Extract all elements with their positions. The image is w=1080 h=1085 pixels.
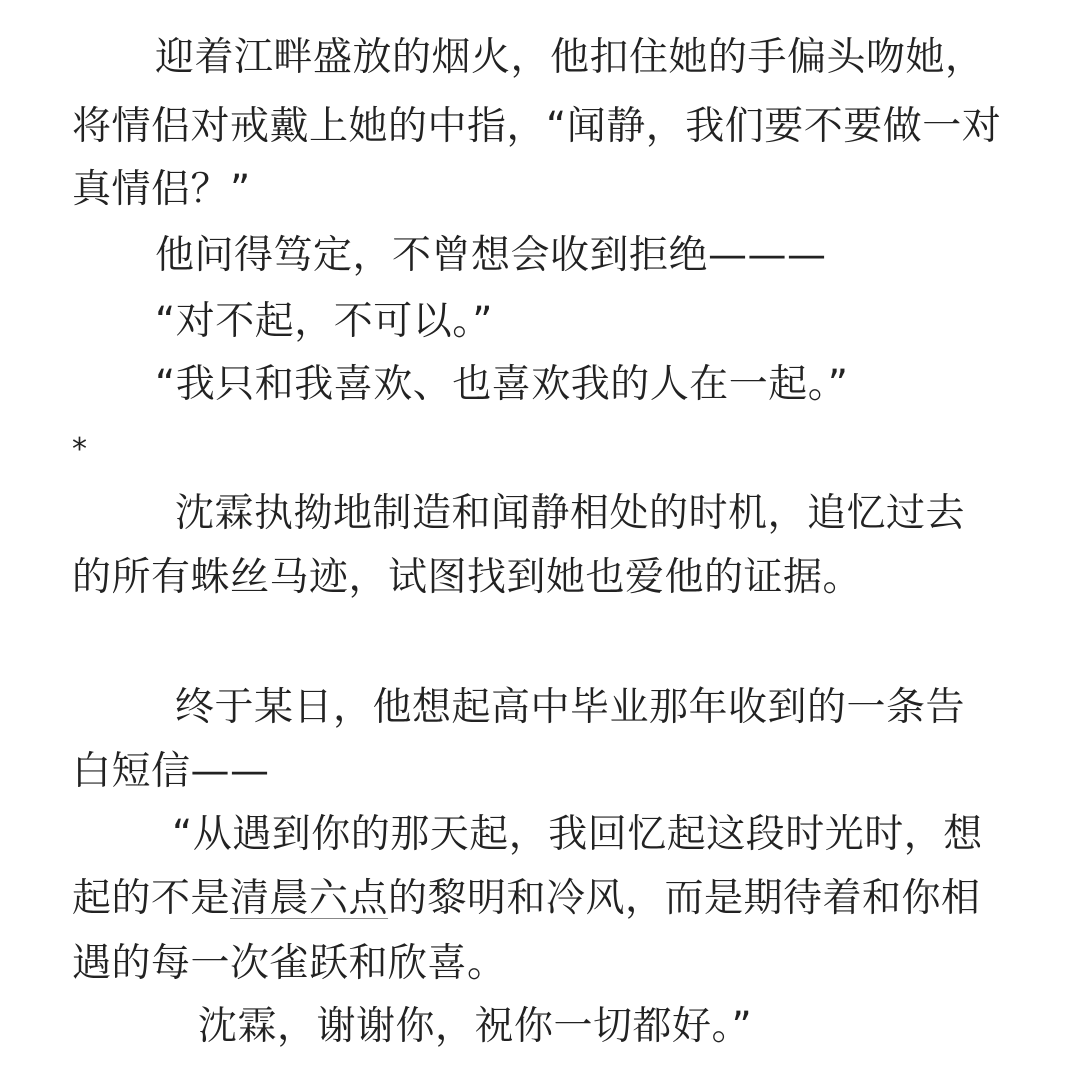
paragraph-6-line-1: 终于某日，他想起高中毕业那年收到的一条告 xyxy=(175,685,966,730)
underlined-phrase: 清晨六点 xyxy=(230,876,389,921)
paragraph-1-line-1: 迎着江畔盛放的烟火，他扣住她的手偏头吻她， xyxy=(155,35,985,80)
paragraph-6-line-2: 白短信—— xyxy=(72,749,270,794)
paragraph-7-line-1: “从遇到你的那天起，我回忆起这段时光时，想 xyxy=(172,812,983,857)
paragraph-5-line-2: 的所有蛛丝马迹，试图找到她也爱他的证据。 xyxy=(72,555,863,600)
paragraph-5-line-1: 沈霖执拗地制造和闻静相处的时机，追忆过去 xyxy=(175,491,966,536)
paragraph-8-line-1: 沈霖，谢谢你，祝你一切都好。” xyxy=(198,1004,753,1049)
paragraph-2-line-1: 他问得笃定，不曾想会收到拒绝——— xyxy=(155,233,827,278)
paragraph-7-line-2 xyxy=(72,876,981,922)
paragraph-3-line-1: “对不起，不可以。” xyxy=(155,299,493,344)
paragraph-7-line-2-after: 的黎明和冷风，而是期待着和你相 xyxy=(388,876,981,921)
paragraph-7-line-2-before: 起的不是 xyxy=(72,876,231,921)
paragraph-1-line-3: 真情侣？” xyxy=(72,167,251,212)
paragraph-4-line-1: “我只和我喜欢、也喜欢我的人在一起。” xyxy=(155,362,849,407)
section-separator: * xyxy=(72,432,88,467)
paragraph-1-line-2: 将情侣对戒戴上她的中指，“闻静，我们要不要做一对 xyxy=(72,104,1002,149)
paragraph-7-line-3: 遇的每一次雀跃和欣喜。 xyxy=(72,941,507,986)
